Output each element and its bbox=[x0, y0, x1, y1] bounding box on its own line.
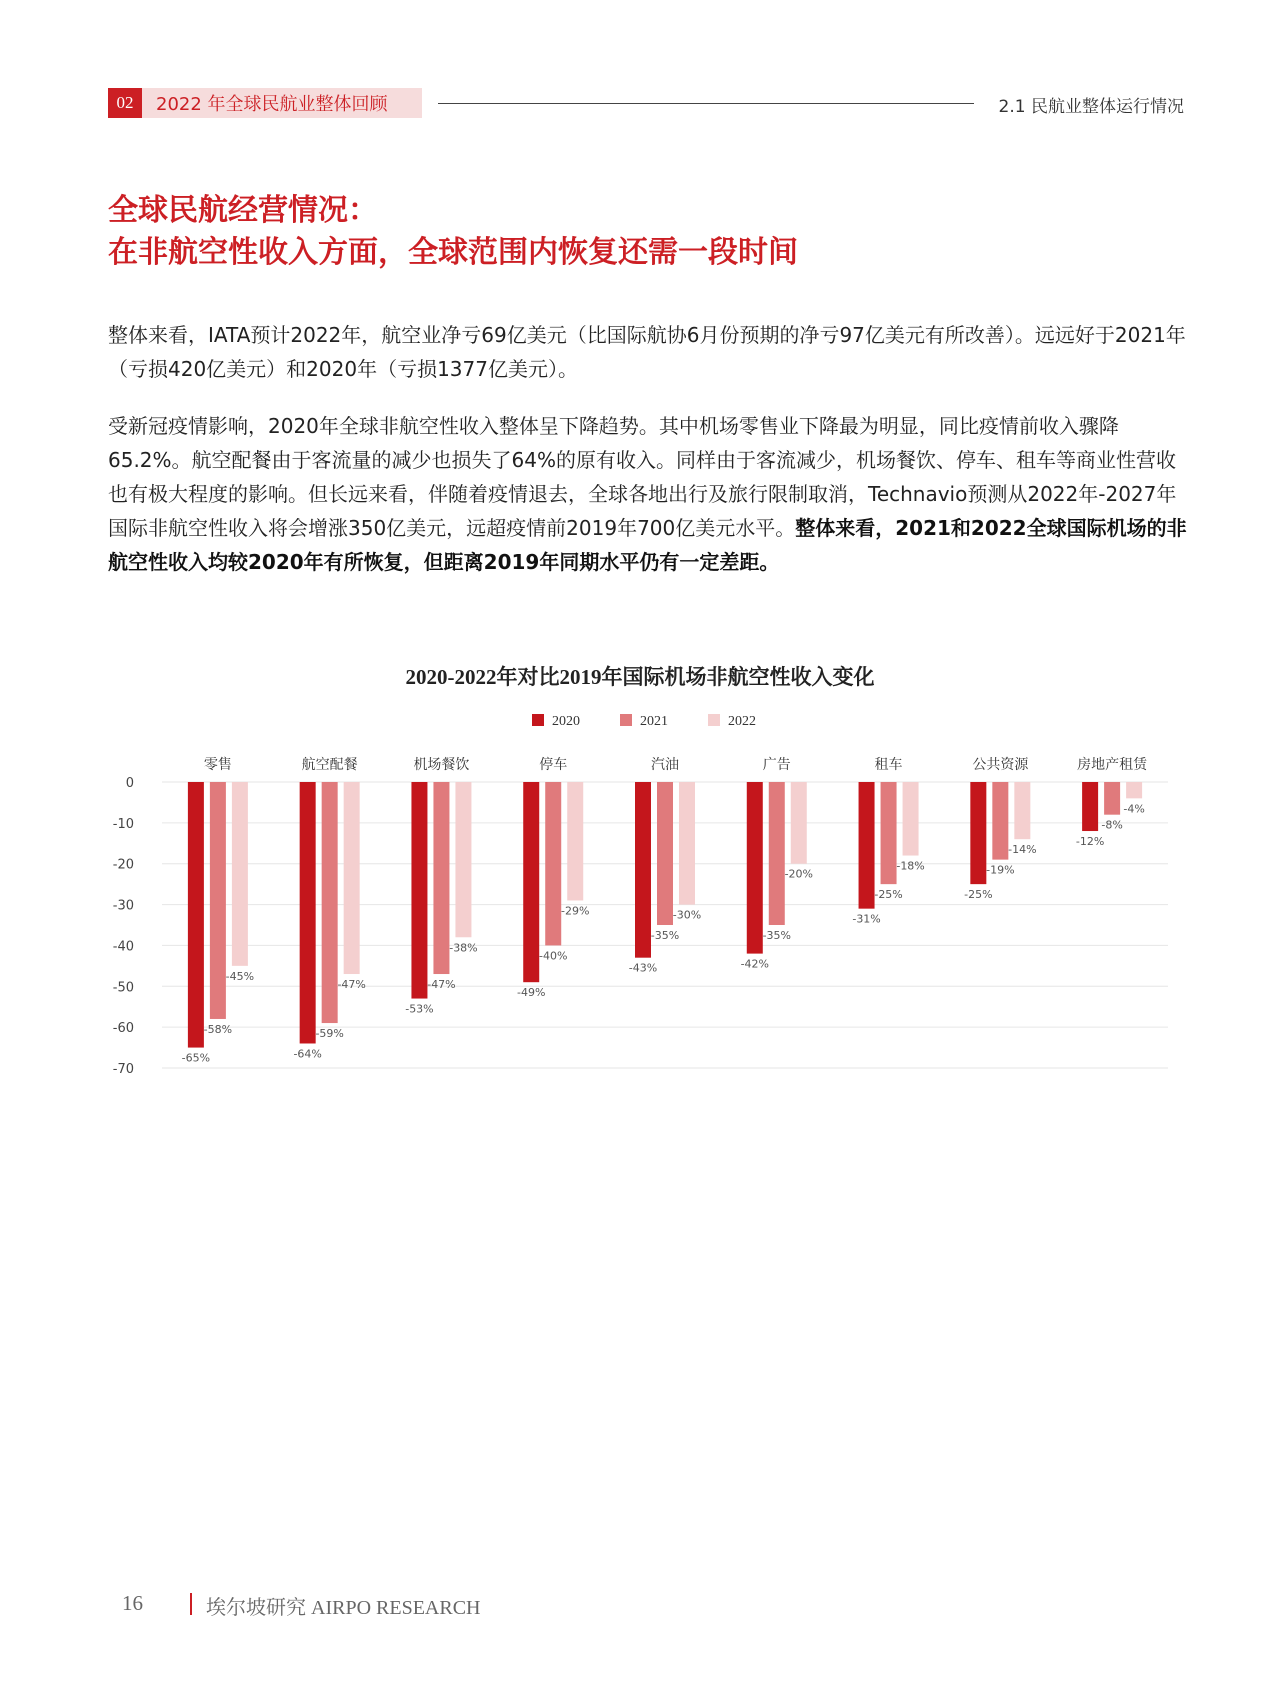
bar-2020 bbox=[523, 782, 539, 982]
bar-2022 bbox=[232, 782, 248, 966]
bar-2022 bbox=[1014, 782, 1030, 839]
legend-swatch-2022 bbox=[708, 714, 720, 726]
header-divider bbox=[438, 103, 974, 104]
data-label: -12% bbox=[1075, 835, 1105, 849]
paragraph-emphasis: 整体来看，2021和2022全球国际机场的非航空性收入均较2020年有所恢复，但距离2019年同期水平仍有一定差距。 bbox=[108, 516, 1187, 574]
bar-2020 bbox=[635, 782, 651, 958]
category-label: 房地产租赁 bbox=[1077, 757, 1148, 773]
bar-2021 bbox=[210, 782, 226, 1019]
data-label: -25% bbox=[964, 888, 993, 902]
y-tick-label: 0 bbox=[125, 776, 134, 791]
y-tick-label: -30 bbox=[112, 898, 134, 914]
data-label: -47% bbox=[427, 978, 456, 992]
bar-2020 bbox=[188, 782, 204, 1048]
section-label: 2.1 民航业整体运行情况 bbox=[998, 97, 1184, 117]
data-label: -65% bbox=[181, 1051, 211, 1065]
legend-swatch-2021 bbox=[620, 714, 632, 726]
bar-2021 bbox=[992, 782, 1008, 860]
y-tick-label: -50 bbox=[112, 980, 134, 996]
data-label: -4% bbox=[1123, 802, 1145, 816]
data-label: -30% bbox=[672, 908, 702, 922]
bar-2021 bbox=[545, 782, 561, 945]
data-label: -35% bbox=[650, 929, 680, 942]
bar-2022 bbox=[1126, 782, 1142, 798]
data-label: -29% bbox=[561, 904, 590, 918]
category-label: 停车 bbox=[539, 757, 568, 773]
bar-2022 bbox=[903, 782, 919, 856]
bar-2020 bbox=[1082, 782, 1098, 831]
legend-label-2020: 2020 bbox=[552, 714, 580, 729]
y-tick-label: -20 bbox=[112, 857, 134, 873]
data-label: -45% bbox=[225, 969, 255, 983]
bar-2020 bbox=[970, 782, 986, 884]
footer-divider bbox=[190, 1593, 192, 1615]
page-number: 16 bbox=[122, 1591, 143, 1615]
y-tick-label: -40 bbox=[112, 939, 134, 955]
data-label: -35% bbox=[762, 929, 791, 942]
legend-swatch-2020 bbox=[532, 714, 544, 726]
category-label: 公共资源 bbox=[972, 757, 1029, 773]
bar-2020 bbox=[747, 782, 763, 954]
data-label: -49% bbox=[517, 986, 546, 1000]
paragraph-body: 受新冠疫情影响，2020年全球非航空性收入整体呈下降趋势。其中机场零售业下降最为明显，同比疫情前收入骤降65.2%。航空配餐由于客流量的减少也损失了64%的原有收入。同样由于客流减少，机场餐饮、停车、租车等商业性营收也有极大程度的影响。但长远来看，伴随着疫情退去，全球各地出行及旅行限制取消，Technavio预测从2022年-2027年国际非航空性收入将会增涨350亿美元，远超疫情前2019年700亿美元水平。 bbox=[108, 414, 1177, 540]
bar-2021 bbox=[769, 782, 785, 925]
bar-2020 bbox=[411, 782, 427, 999]
data-label: -42% bbox=[740, 957, 769, 971]
data-label: -19% bbox=[986, 863, 1015, 877]
category-label: 租车 bbox=[874, 757, 903, 773]
page-title bbox=[108, 190, 798, 274]
bar-2022 bbox=[344, 782, 360, 974]
chapter-title: 2022 年全球民航业整体回顾 bbox=[156, 94, 388, 115]
y-tick-label: -10 bbox=[112, 816, 134, 832]
bar-2021 bbox=[881, 782, 897, 884]
data-label: -53% bbox=[405, 1002, 434, 1016]
data-label: -59% bbox=[315, 1027, 344, 1041]
data-label: -64% bbox=[293, 1047, 322, 1061]
data-label: -47% bbox=[337, 978, 366, 992]
chapter-tag bbox=[108, 88, 422, 118]
legend-label-2022: 2022 bbox=[728, 714, 756, 729]
data-label: -8% bbox=[1101, 818, 1123, 832]
data-label: -43% bbox=[628, 961, 658, 975]
bar-2022 bbox=[567, 782, 583, 900]
data-label: -38% bbox=[449, 941, 478, 955]
bar-2022 bbox=[679, 782, 695, 905]
legend-label-2021: 2021 bbox=[640, 714, 668, 729]
data-label: -18% bbox=[896, 859, 925, 873]
bar-2020 bbox=[859, 782, 875, 909]
y-tick-label: -70 bbox=[112, 1062, 134, 1077]
category-label: 零售 bbox=[203, 757, 232, 773]
category-label: 汽油 bbox=[651, 757, 679, 773]
data-label: -31% bbox=[852, 912, 881, 926]
bar-2021 bbox=[433, 782, 449, 974]
page-header bbox=[108, 88, 1184, 120]
category-label: 航空配餐 bbox=[301, 757, 358, 773]
bar-2021 bbox=[1104, 782, 1120, 815]
data-label: -58% bbox=[203, 1022, 233, 1036]
category-label: 广告 bbox=[762, 757, 791, 773]
data-label: -20% bbox=[784, 867, 813, 881]
chapter-number: 02 bbox=[108, 88, 142, 118]
bar-2020 bbox=[300, 782, 316, 1043]
footer-brand: 埃尔坡研究 AIRPO RESEARCH bbox=[206, 1597, 481, 1619]
revenue-change-chart bbox=[100, 650, 1180, 1090]
chart-title: 2020-2022年对比2019年国际机场非航空性收入变化 bbox=[405, 665, 875, 689]
data-label: -14% bbox=[1008, 843, 1037, 857]
y-tick-label: -60 bbox=[112, 1021, 134, 1037]
bar-2022 bbox=[455, 782, 471, 937]
page-title-line1: 全球民航经营情况： bbox=[108, 193, 378, 228]
page-title-line2: 在非航空性收入方面，全球范围内恢复还需一段时间 bbox=[108, 235, 798, 270]
data-label: -40% bbox=[539, 949, 568, 963]
category-label: 机场餐饮 bbox=[413, 757, 470, 773]
bar-2022 bbox=[791, 782, 807, 864]
paragraph-nonaero-revenue bbox=[108, 409, 1188, 579]
bar-2021 bbox=[322, 782, 338, 1023]
bar-2021 bbox=[657, 782, 673, 925]
data-label: -25% bbox=[874, 888, 903, 902]
paragraph-overview: 整体来看，IATA预计2022年，航空业净亏69亿美元（比国际航协6月份预期的净亏97亿美元有所改善）。远远好于2021年（亏损420亿美元）和2020年（亏损1377亿美元）。 bbox=[108, 323, 1186, 381]
